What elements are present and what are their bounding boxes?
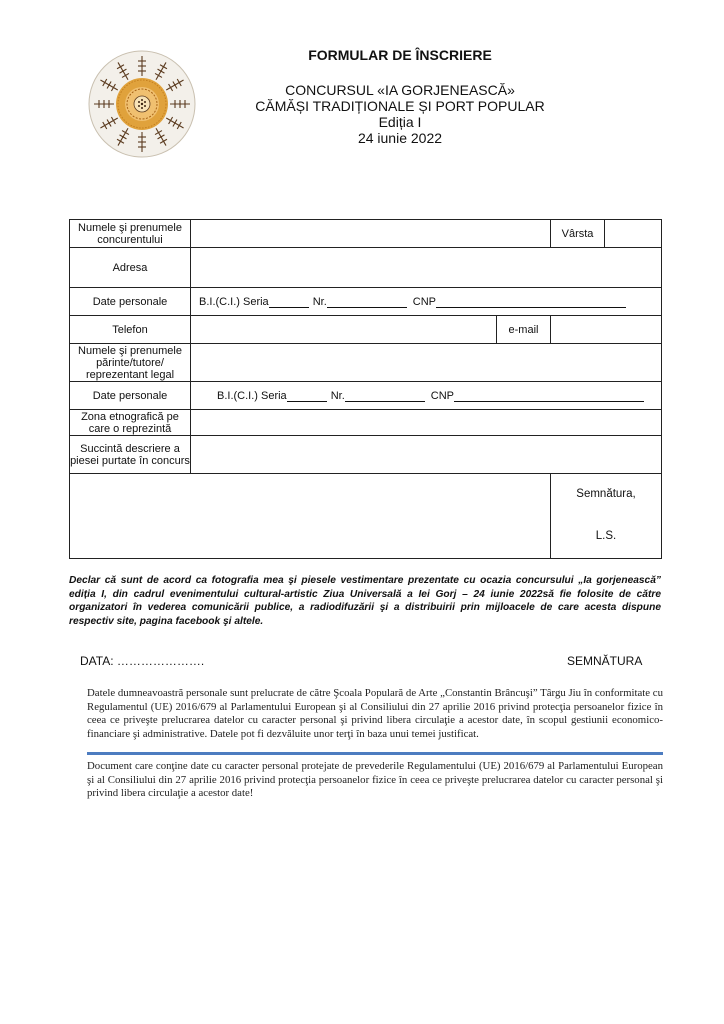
event-date: 24 iunie 2022 — [357, 130, 443, 146]
cnp-label: CNP — [412, 295, 436, 308]
date-label: DATA: …………………. — [80, 654, 205, 668]
parent-cnp-blank[interactable] — [454, 390, 644, 402]
parent-id-series-label: B.I.(C.I.) Seria — [217, 389, 287, 402]
row-contestant-name — [70, 220, 662, 248]
form-title: FORMULAR DE ÎNSCRIERE — [308, 47, 492, 63]
gdpr-notice: Datele dumneavoastră personale sunt prelucrate de către Şcoala Populară de Arte „Constantin Brâncuşi” Târgu Jiu în conformitate cu Regulamentul (UE) 2016/679 al Parlamentului European şi al Consiliului din 27 aprilie 2016 privind protecţia persoanelor fizice în ceea ce priveşte prelucrarea datelor cu caracter personal şi privind libera circulaţie a acestor date, în scopul gestiunii economico-financiare şi administrative. Datele pot fi dezvăluite unor terţi în baza unui temei justificat. — [87, 687, 663, 740]
personal-data-label: Date personale — [70, 288, 191, 316]
personal-data-field[interactable] — [191, 288, 662, 316]
email-label: e-mail — [497, 316, 551, 344]
age-label: Vârsta — [551, 220, 605, 248]
phone-field[interactable] — [191, 316, 497, 344]
row-ethnographic-zone — [70, 410, 662, 436]
row-phone-email — [70, 316, 662, 344]
address-field[interactable] — [191, 248, 662, 288]
parent-name-field[interactable] — [191, 344, 662, 382]
signature-cell[interactable] — [551, 474, 662, 559]
email-field[interactable] — [551, 316, 662, 344]
footer-signature-label: SEMNĂTURA — [567, 654, 643, 668]
id-number-blank[interactable] — [327, 296, 407, 308]
parent-personal-data-field[interactable] — [191, 382, 662, 410]
id-series-label: B.I.(C.I.) Seria — [199, 295, 269, 308]
contest-subtitle: CĂMĂȘI TRADIȚIONALE ȘI PORT POPULAR — [255, 98, 545, 114]
signature-free-area[interactable] — [70, 474, 551, 559]
contestant-name-field[interactable] — [191, 220, 551, 248]
row-personal-data — [70, 288, 662, 316]
ethnographic-zone-field[interactable] — [191, 410, 662, 436]
consent-declaration: Declar că sunt de acord ca fotografia mea şi piesele vestimentare prezentate cu ocazia concursului „Ia gorjenească” ediția I, din cadrul evenimentului cultural-artistic Ziua Universală a Iei Gorj – 24 iunie 2022să fie folosite de către organizatori în vederea comunicării publice, a radiodifuzării şi a distribuirii prin mijloacele de care acesta dispune respectiv site, pagina facebook şi altele. — [69, 575, 661, 627]
row-address — [70, 248, 662, 288]
edition-label: Ediția I — [378, 114, 422, 130]
parent-id-number-blank[interactable] — [345, 390, 425, 402]
row-signature — [70, 474, 662, 559]
phone-label: Telefon — [70, 316, 191, 344]
divider-rule — [87, 752, 663, 755]
row-parent-name — [70, 344, 662, 382]
protected-data-notice: Document care conţine date cu caracter personal protejate de prevederile Regulamentului (UE) 2016/679 al Parlamentului European şi al Consiliului din 27 aprilie 2016 privind protecţia persoanelor fizice în ceea ce priveşte prelucrarea datelor cu caracter personal şi privind libera circulaţie a acestor date! — [87, 760, 663, 800]
signature-cell-label: Semnătura, — [576, 488, 636, 500]
id-number-label: Nr. — [312, 295, 327, 308]
id-series-blank[interactable] — [269, 296, 309, 308]
row-piece-description — [70, 436, 662, 474]
ethnographic-zone-label: Zona etnografică pe care o reprezintă — [70, 410, 191, 436]
parent-cnp-label: CNP — [430, 389, 454, 402]
contestant-name-label: Numele şi prenumele concurentului — [70, 220, 191, 248]
registration-form-table — [69, 219, 662, 559]
age-field[interactable] — [605, 220, 662, 248]
row-parent-personal-data — [70, 382, 662, 410]
folk-plate-logo-icon — [88, 50, 196, 158]
contest-name: CONCURSUL «IA GORJENEASCĂ» — [285, 82, 515, 98]
seal-label: L.S. — [595, 530, 617, 542]
address-label: Adresa — [70, 248, 191, 288]
parent-name-label: Numele şi prenumele părinte/tutore/ reprezentant legal — [70, 344, 191, 382]
parent-personal-data-label: Date personale — [70, 382, 191, 410]
cnp-blank[interactable] — [436, 296, 626, 308]
parent-id-series-blank[interactable] — [287, 390, 327, 402]
parent-id-number-label: Nr. — [330, 389, 345, 402]
piece-description-field[interactable] — [191, 436, 662, 474]
piece-description-label: Succintă descriere a piesei purtate în concurs — [70, 436, 191, 474]
